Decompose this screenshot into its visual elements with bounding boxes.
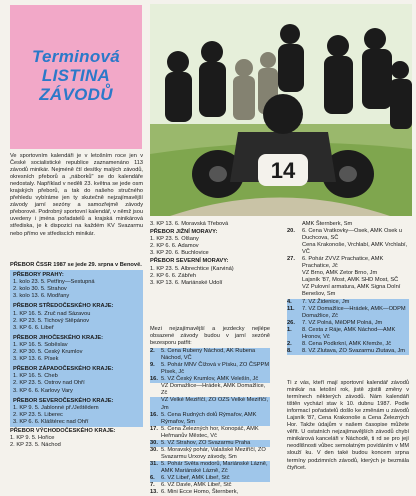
race-date [150, 397, 161, 411]
race-date: 30. [150, 446, 158, 453]
left-schedule-column [10, 261, 143, 449]
schedule-row: 3. KP 20. 6. Buchlovice [150, 250, 209, 257]
race-date: 20. [287, 228, 295, 235]
schedule-row: 3. KP 6. 6. Kláštérec nad Ohří [13, 418, 89, 425]
schedule-row: 3. KP 6. 6. Karlovy Vary [13, 387, 73, 394]
race-date: 2. [150, 348, 155, 355]
race-date [287, 242, 302, 256]
section-heading: PŘEBOR ZÁPADOČESKÉHO KRAJE: [13, 366, 114, 373]
lead-paragraph: Ve sportovním kalendáři je v letošním roce jen v České socialistické republice zaznamenáno 113 závodů minikár. Nejméně čtí desítky malých závodů, okresních přeborů a „náborků" se do kalendáře nedostaly. Například v neděli 23. května se jede osm krajských přeborů, a tak do našeho stručného přehledu vybíráme jen ty skutečně nejzajímavější závody jarní sezóny a samozřejmě závody přeborové. Podrobný sportovní kalendář, v němž jsou uvedeny i jména pořadatelů a krajská minikárová střediska, je k dispozici na každém KV Svazarmu nebo přímo ve střediscích minikár. [10, 153, 143, 237]
race-date [287, 270, 302, 277]
race-date: 1. [287, 326, 292, 333]
schedule-row: 3. KP 13. 6. Mariánské Údolí [150, 279, 223, 286]
headline [10, 47, 142, 104]
race-entry [287, 228, 409, 242]
race-entry [150, 362, 270, 376]
race-entry [150, 397, 270, 411]
schedule-row: 1. KP 23. 5. Albrechtice (Karviná) [150, 265, 234, 272]
race-description: VZ Domažlice—Hrádek, AMK Domažlice, Zč [161, 383, 266, 397]
race-entry [287, 327, 409, 341]
headline-line-3: ZÁVODŮ [39, 85, 113, 104]
race-entry [287, 320, 409, 327]
race-date: 7. [150, 482, 155, 489]
race-entry [287, 256, 409, 270]
race-description: 5. VZ Český Krumlov, AMK Velešín, Jč [161, 376, 259, 383]
race-date [287, 221, 302, 228]
right-race-list [287, 221, 409, 355]
race-entry [150, 376, 270, 383]
race-description: 6. Mini Ecce Homo, Šternberk, [161, 489, 239, 496]
race-description: 8. VZ Zlutava, ZO Svazarmu Zlutava, Jm [302, 347, 406, 354]
race-description: 8. Cesta z Ráje, AMK Náchod—AMK Hronov, Vč [302, 326, 396, 340]
race-description: AMK Šternberk, Sm [302, 221, 353, 227]
headline-line-2: LISTINA [41, 66, 111, 85]
race-entry [150, 461, 270, 475]
race-description: 8. Cena Podkrkní, AMK Křemže, Jč [302, 340, 392, 347]
race-entry [150, 447, 270, 461]
schedule-row: 1. KP 16. 5. Soběslav [13, 341, 68, 348]
schedule-row: 1. KP 16. 5. Zruč nad Sázavou [13, 310, 91, 317]
race-entry [287, 348, 409, 355]
race-entry [150, 482, 270, 489]
middle-schedule-column [150, 221, 248, 287]
section-heading: PŘEBOR SEVEROČESKÉHO KRAJE: [13, 397, 114, 404]
race-description: 6. VZ Libeř, AMK Libeř, Stč [161, 474, 230, 481]
race-entry [150, 383, 270, 397]
race-description: VZ Velké Meziříčí, ZO OZS Velké Meziříčí, Jm [161, 397, 269, 411]
race-description: VZ Pulovní armatura, AMK Signa Dolní Benešov, Sm [302, 284, 401, 298]
race-date: 13. [150, 489, 158, 496]
race-description: 5. VZ Strahov, ZO Svazarmu Praha [161, 439, 251, 446]
race-date: 8. [287, 347, 292, 354]
featured-race-list [150, 348, 270, 496]
race-date [150, 383, 161, 397]
race-date: 4. [287, 298, 292, 305]
schedule-row: 3. kolo 13. 6. Modřany [13, 293, 70, 300]
highlight-box [10, 396, 143, 427]
race-description: 5. Cena Železných hor, Konopáč, AMK Heřmanův Městec, Vč [161, 425, 259, 439]
race-date [287, 277, 302, 284]
schedule-row: 3. KP 13. 6. Písek [13, 356, 59, 363]
headline-box [10, 5, 142, 149]
race-description: 7. VZ Domažlice—Hrádek, AMK—ODPM Domažlice, Zč [302, 305, 406, 319]
section-heading: PŘEBOR JIHOČESKÉHO KRAJE: [13, 334, 104, 341]
race-date: 6. [150, 474, 155, 481]
race-date [287, 284, 302, 298]
race-description: 5. Cena Rubeny Náchod, AK Rubena Náchod, VČ [161, 348, 256, 362]
section-heading: PŘEBORY PRAHY: [13, 272, 64, 279]
race-description: VZ Brno, AMK Zetor Brno, Jm [302, 270, 378, 277]
schedule-row: 2. KP 23. 5. Náchod [10, 442, 61, 449]
race-entry [150, 348, 270, 362]
race-date: 30. [150, 439, 158, 446]
schedule-row: 1. KP 16. 5. Cheb [13, 373, 58, 380]
section-heading: PŘEBOR SEVERNÍ MORAVY: [150, 258, 229, 265]
race-date: 2. [287, 340, 292, 347]
section-heading: PŘEBOR STŘEDOČESKÉHO KRAJE: [13, 303, 114, 310]
race-description: 6. Cena Vratkovky—Osek, AMK Osek u Duchcova, SČ [302, 228, 402, 242]
race-date: 31. [150, 460, 158, 467]
schedule-row: 2. KP 30. 5. Český Krumlov [13, 349, 83, 356]
race-entry [287, 277, 409, 284]
race-description: Lajsník '87, Most, AMK SHD Most, SČ [302, 277, 399, 284]
race-date: 16. [150, 411, 158, 418]
schedule-row: 1. kolo 23. 5. Petřiny—Sestupná [13, 279, 95, 286]
race-date: 27. [287, 256, 295, 263]
closing-paragraph: Ti z vás, kteří mají sportovní kalendář závodů minikár na letošní rok, jistě zjistili změny v termínech některých závodů. Nám kalendáři tištěn vychází stav k 10. dubnu 1987. Podle informací pořadatelů došlo ke změnám u závodů Lajsník '87, Cena Krakonoše a Cena Železných Hor. Takže údajům v našem časopise můžete věřit. U ostatních nejzajímavějších závodů chybí minikárová kanceláři v Náchodě, ti rd se pro její neodlišnosti vůbec semolatným povídáním v MM slouží ku. V den také budou koncem srpna termíny podzimních závodů, kterých je bezmála čtyřicet. [287, 380, 409, 471]
section-heading: PŘEBOR ČSSR 1987 se jede 29. srpna v Benově. [10, 262, 142, 268]
race-entry [287, 341, 409, 348]
highlight-box [10, 364, 143, 395]
schedule-row: 2. kolo 30. 5. Strahov [13, 286, 67, 293]
schedule-row: 2. KP 6. 6. Adamov [150, 243, 199, 250]
headline-line-1: Terminová [31, 47, 121, 66]
race-entry [150, 475, 270, 482]
schedule-row: 2. KP 23. 5. Ostrov nad Ohří [13, 380, 85, 387]
race-date: 9. [150, 362, 155, 369]
schedule-row: 2. KP 6. 6. Zábřeh [150, 272, 197, 279]
section-heading: PŘEBOR JIŽNÍ MORAVY: [150, 229, 218, 236]
schedule-row: 3. KP 6. 6. Libeř [13, 324, 54, 331]
race-entry [287, 299, 409, 306]
schedule-row: 1. KP 9. 5. Hořice [10, 435, 55, 442]
race-entry [287, 221, 409, 228]
featured-intro: Mezi nejzajímavější a jezdecky nejlépe obsazené závody budou v jarní sezóně bezesporu patřit: [150, 326, 270, 347]
race-entry [150, 440, 270, 447]
race-entry [287, 284, 409, 298]
race-description: 5. Pohár MNV Čížová v Písku, ZO ČSPPM Písek, Jč [161, 362, 270, 376]
race-date: 16. [150, 376, 158, 383]
photo-driver-helmet [263, 94, 303, 134]
race-entry [150, 489, 270, 496]
race-description: 5. Cena Rudných dolů Rýmařov, AMK Rýmařov, Sm [161, 411, 257, 425]
race-entry [150, 412, 270, 426]
highlight-box [10, 301, 143, 332]
schedule-row: 2. KP 23. 5. Liberec [13, 411, 63, 418]
highlight-box [10, 333, 143, 364]
race-description: 5. Moravský pohár, Valašské Meziříčí, ZO Svazarmu Urxovy závody, Sm [161, 446, 266, 460]
race-entry [287, 306, 409, 320]
race-description: Cena Krakonoše, Vrchlabí, AMK Vrchlabí, VČ [302, 242, 408, 256]
schedule-row: 3. KP 13. 6. Moravská Třebová [150, 221, 229, 227]
race-description: 7. VZ Židenice, Jm [302, 298, 350, 305]
photo-kart-number: 14 [270, 158, 296, 183]
schedule-row: 1. KP 23. 5. Olšany [150, 236, 199, 243]
race-description: 7. VZ Polná, MěDPM Polná, Jm [302, 319, 383, 326]
race-entry [287, 242, 409, 256]
featured-races [150, 326, 270, 496]
highlight-box [10, 270, 143, 301]
schedule-row: 1. KP 9. 5. Jablonné př./Ještědem [13, 404, 99, 411]
race-photo [150, 4, 412, 216]
race-description: 6. Pohár ZVVZ Prachatice, AMK Prachatice, Jč [302, 256, 384, 270]
race-entry [150, 426, 270, 440]
schedule-row: 2. KP 23. 5. Tichový Štěpánov [13, 317, 90, 324]
race-date: 17. [150, 425, 158, 432]
section-heading: PŘEBOR VÝCHODOČESKÉHO KRAJE: [10, 427, 116, 434]
race-date: 26. [287, 319, 295, 326]
race-description: 5. Pohár Světa modorů, Mariánské Lázně, AMK Mariánské Lázně, Zč [161, 460, 268, 474]
race-date: 11. [287, 305, 295, 312]
race-description: 6. VZ Davle, AMK Libeř, Stč [161, 482, 232, 489]
